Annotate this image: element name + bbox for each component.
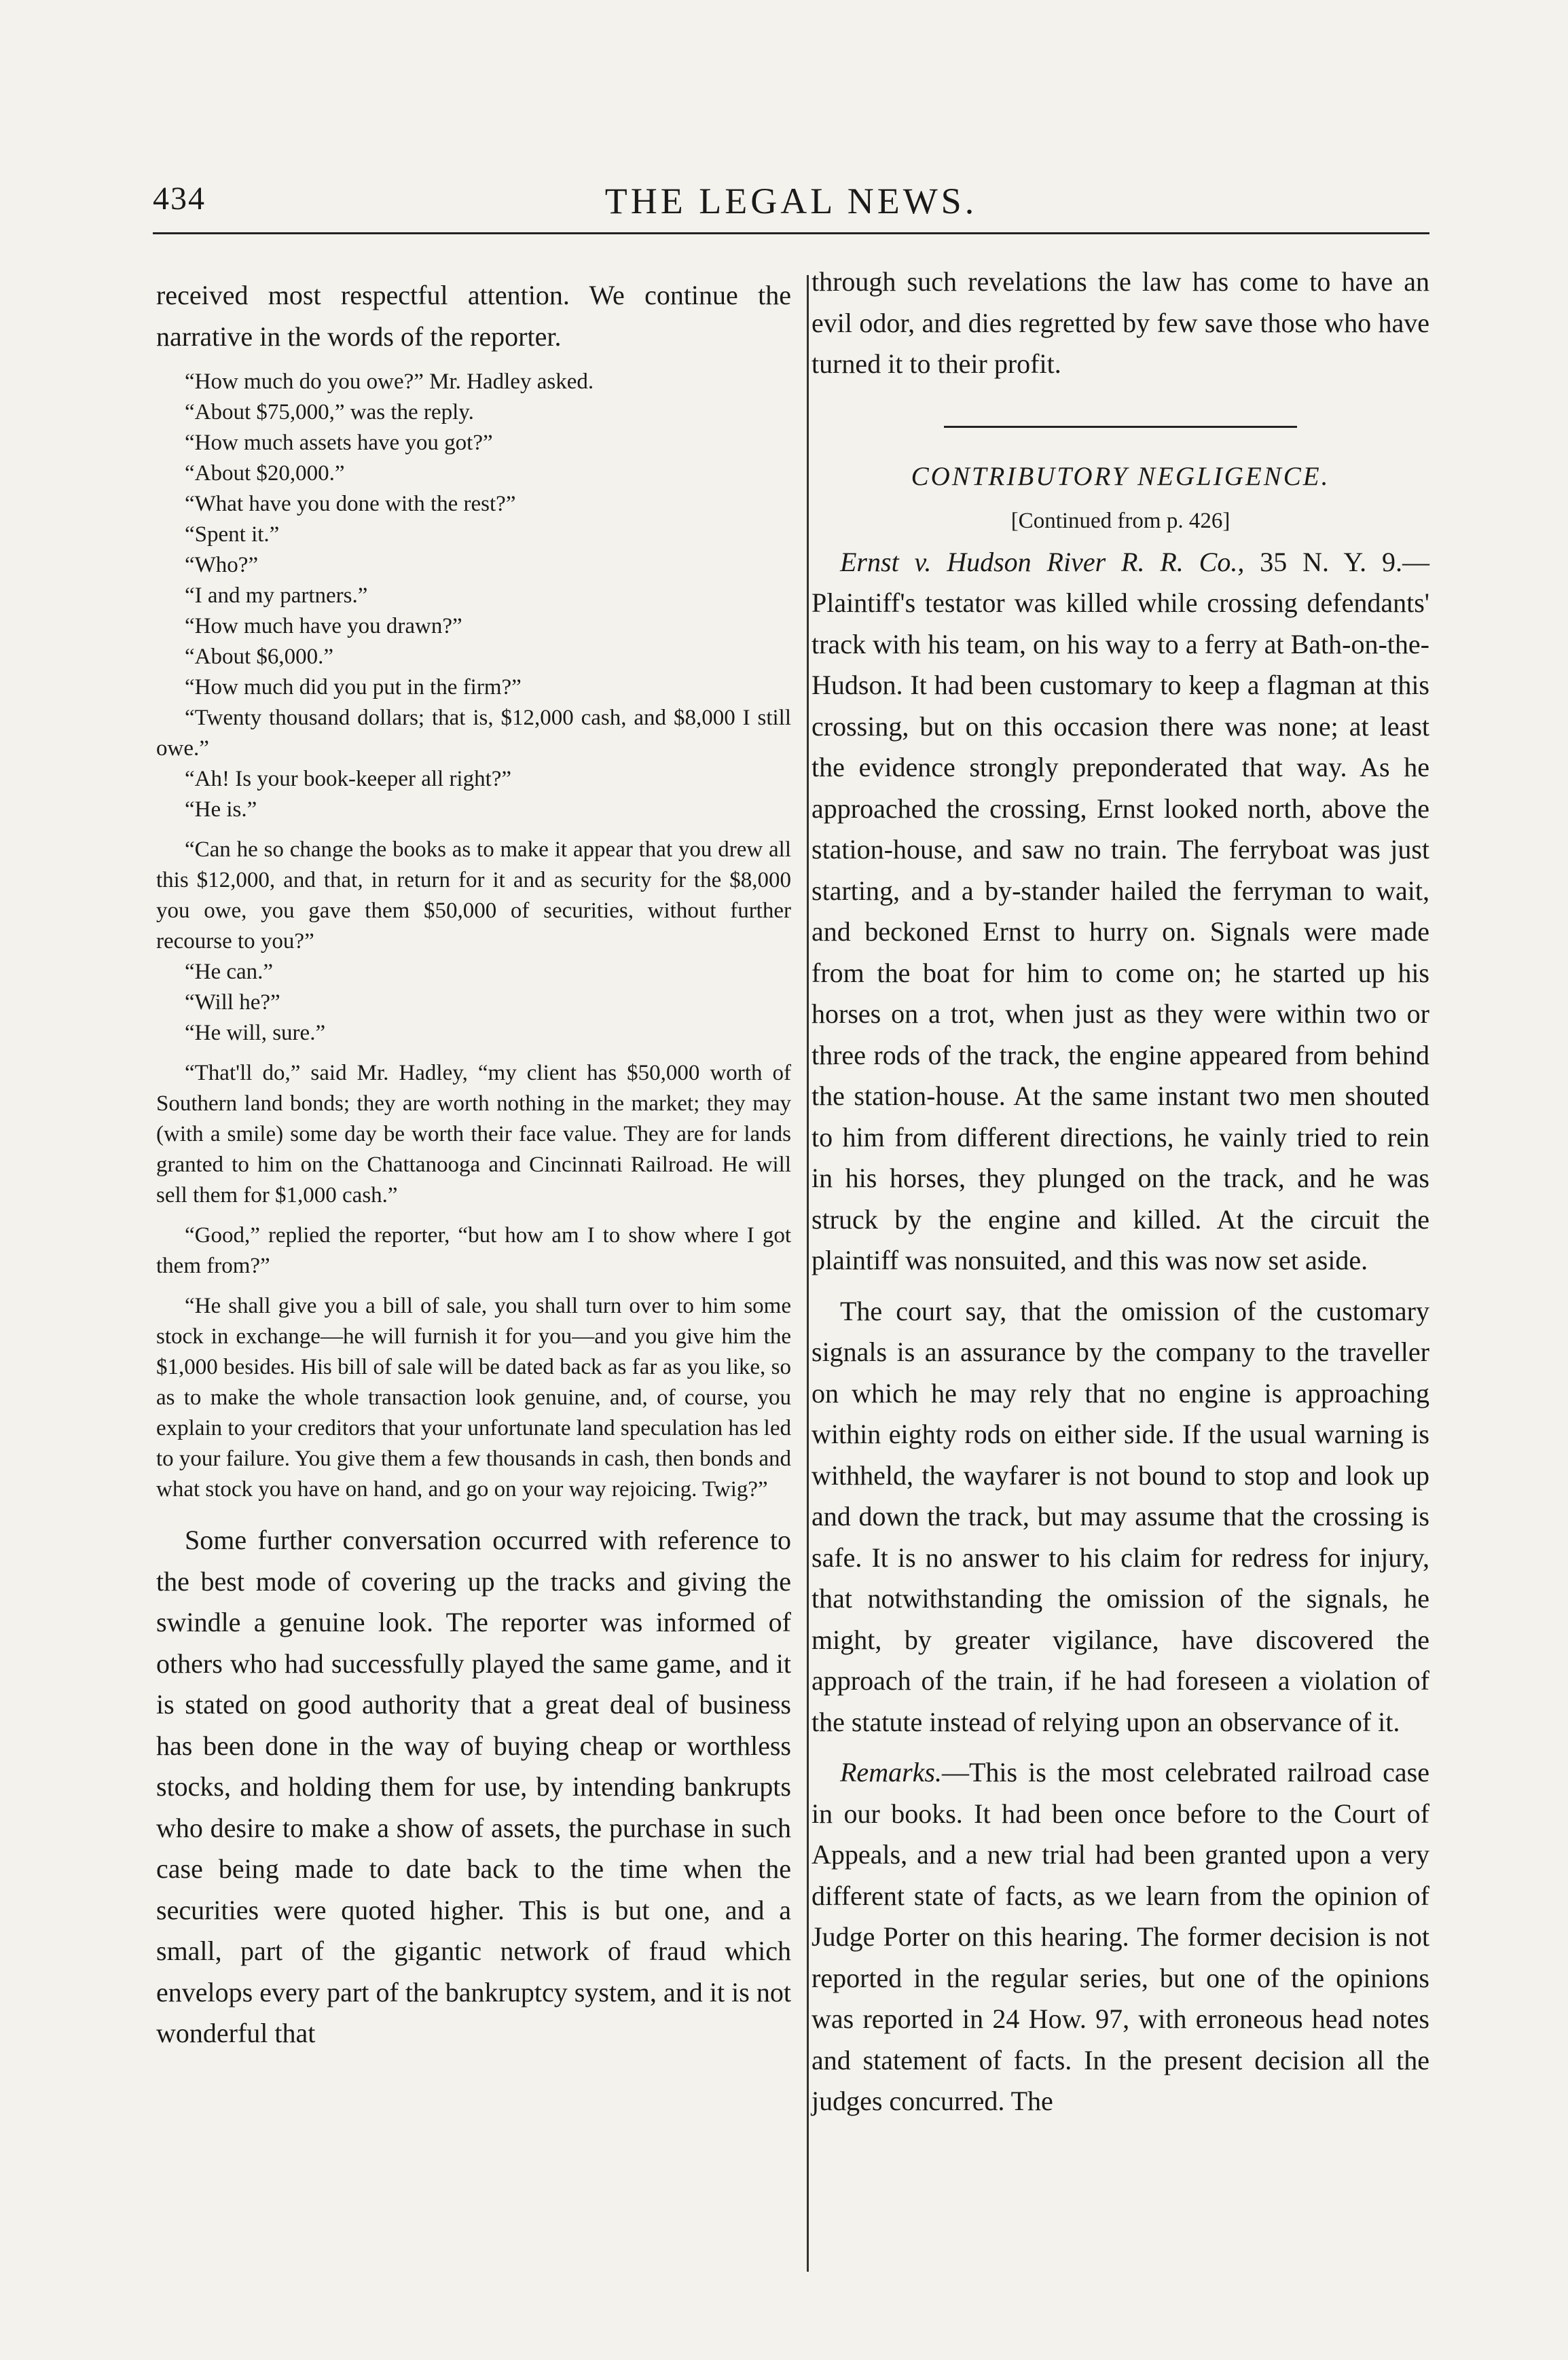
dialogue-paragraph: “Twenty thousand dollars; that is, $12,000 cash, and $8,000 I still owe.”	[156, 706, 791, 761]
remarks-text: —This is the most celebrated railroad case in our books. It had been once before to the Court of Appeals, and a new trial had been granted upon a very different state of facts, as we learn from the opinion of Judge Porter on this hearing. The former decision is not reported in the regular series, but one of the opinions was reported in 24 How. 97, with erroneous head notes and statement of facts. In the present decision all the judges concurred. The	[812, 1757, 1429, 2116]
dialogue-line: “How much have you drawn?”	[185, 614, 462, 638]
dialogue-paragraph: “Can he so change the books as to make it appear that you drew all this $12,000, and that, in return for it and as security for the $8,000 you owe, you gave them $50,000 of securities, without further recourse to you?”	[156, 837, 791, 954]
dialogue-line: “About $75,000,” was the reply.	[185, 400, 474, 424]
dialogue-line: “He can.”	[185, 960, 274, 984]
dialogue-line: “How much did you put in the firm?”	[185, 675, 522, 700]
header-rule	[153, 232, 1429, 234]
column-rule	[807, 275, 809, 2272]
dialogue-line: “How much do you owe?” Mr. Hadley asked.	[185, 369, 594, 394]
dialogue-line: “Spent it.”	[185, 522, 280, 547]
dialogue-line: “How much assets have you got?”	[185, 431, 493, 455]
dialogue-line: “I and my partners.”	[185, 583, 368, 608]
publication-title: THE LEGAL NEWS.	[604, 181, 978, 221]
dialogue-line: “About $20,000.”	[185, 461, 345, 486]
section-separator	[944, 426, 1297, 428]
left-column	[156, 275, 791, 2054]
dialogue-paragraph: “Good,” replied the reporter, “but how am I to show where I got them from?”	[156, 1223, 791, 1278]
remarks-paragraph	[812, 1752, 1429, 2122]
right-column	[812, 261, 1429, 2122]
closing-paragraph: Some further conversation occurred with reference to the best mode of covering up the tracks and giving the swindle a genuine look. The reporter was informed of others who had successfully played the same game, and it is stated on good authority that a great deal of business has been done in the way of buying cheap or worthless stocks, and holding them for use, by intending bankrupts who desire to make a show of assets, the purchase in such case being made to date back to the time when the securities were quoted higher. This is but one, and a small, part of the gigantic network of fraud which envelops every part of the bankruptcy system, and it is not wonderful that	[156, 1525, 791, 2048]
page-header	[153, 180, 1429, 234]
page-number: 434	[153, 181, 206, 217]
section-title: CONTRIBUTORY NEGLIGENCE.	[911, 461, 1330, 491]
case-name: Ernst v. Hudson River R. R. Co.,	[840, 546, 1245, 577]
dialogue-line: “Who?”	[185, 553, 259, 577]
continued-note: [Continued from p. 426]	[1010, 508, 1230, 533]
dialogue-paragraph: “That'll do,” said Mr. Hadley, “my client has $50,000 worth of Southern land bonds; they are worth nothing in the market; they may (with a smile) some day be worth their face value. They are for lands granted to him on the Chattanooga and Cincinnati Railroad. He will sell them for $1,000 cash.”	[156, 1061, 791, 1208]
case-paragraph	[812, 542, 1429, 1282]
court-paragraph: The court say, that the omission of the customary signals is an assurance by the company to the traveller on which he may rely that no engine is approaching within eighty rods on either side. If the usual warning is withheld, the wayfarer is not bound to stop and look up and down the track, but may assume that the crossing is safe. It is no answer to his claim for redress for injury, that notwithstanding the omission of the signals, he might, by greater vigilance, have discovered the approach of the train, if he had foreseen a violation of the statute instead of relying upon an observance of it.	[812, 1295, 1429, 1737]
dialogue-line: “He is.”	[185, 797, 257, 822]
dialogue-line: “He will, sure.”	[185, 1021, 326, 1045]
dialogue-line: “Ah! Is your book-keeper all right?”	[185, 767, 512, 791]
case-text: 35 N. Y. 9.—Plaintiff's testator was killed while crossing defendants' track with his team, on his way to a ferry at Bath-on-the-Hudson. It had been customary to keep a flagman at this crossing, but on this occasion there was none; at least the evidence strongly preponderated that way. As he approached the crossing, Ernst looked north, above the station-house, and saw no train. The ferryboat was just starting, and a by-stander hailed the ferryman to wait, and beckoned Ernst to hurry on. Signals were made from the boat for him to come on; he started up his horses on a trot, when just as they were within two or three rods of the track, the engine appeared from behind the station-house. At the same instant two men shouted to him from different directions, he vainly tried to rein in his horses, they plunged on the track, and he was struck by the engine and killed. At the circuit the plaintiff was nonsuited, and this was now set aside.	[812, 546, 1429, 1275]
dialogue-paragraph: “He shall give you a bill of sale, you shall turn over to him some stock in exchange—he will furnish it for you—and you give him the $1,000 besides. His bill of sale will be dated back as far as you like, so as to make the whole transaction look genuine, and, of course, you explain to your creditors that your unfortunate land speculation has led to your failure. You give them a few thousands in cash, then bonds and what stock you have on hand, and go on your way rejoicing. Twig?”	[156, 1294, 791, 1502]
continuation-paragraph: through such revelations the law has come to have an evil odor, and dies regretted by few save those who have turned it to their profit.	[812, 266, 1429, 379]
remarks-label: Remarks.	[840, 1757, 942, 1787]
dialogue-line: “What have you done with the rest?”	[185, 492, 516, 516]
dialogue-line: “About $6,000.”	[185, 645, 334, 669]
opening-paragraph: received most respectful attention. We continue the narrative in the words of the reporter.	[156, 280, 791, 352]
dialogue-line: “Will he?”	[185, 990, 280, 1015]
